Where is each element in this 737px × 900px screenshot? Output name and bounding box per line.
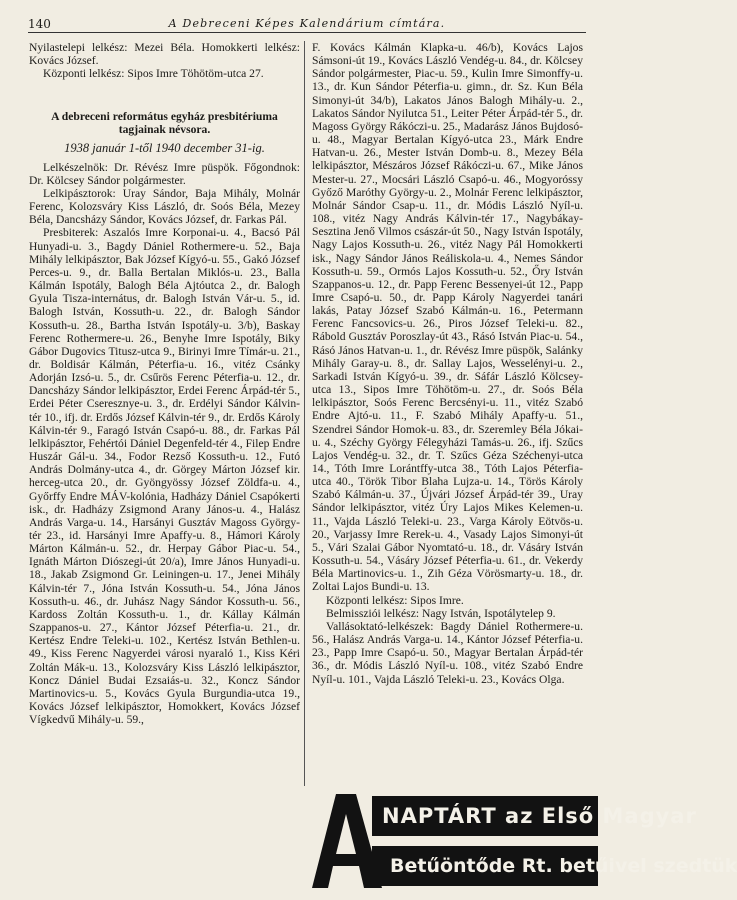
section-heading-cont: tagjainak névsora. bbox=[118, 123, 211, 137]
typefoundry-advertisement bbox=[312, 792, 737, 892]
page-number: 140 bbox=[28, 17, 51, 31]
mission-pastor-line: Belmissziói lelkész: Nagy István, Ispotálytelep 9. bbox=[326, 606, 556, 620]
section-dateline: 1938 január 1-től 1940 december 31-ig. bbox=[64, 141, 265, 156]
ad-line-1: NAPTÁRT az Első Magyar bbox=[372, 796, 598, 836]
ad-line-2: Betűöntőde Rt. betűivel szedtük bbox=[372, 846, 598, 886]
running-title: A Debreceni Képes Kalendárium címtára. bbox=[168, 17, 446, 30]
column-rule bbox=[304, 41, 305, 786]
nyilastelep-paragraph: Nyilastelepi lelkész: Mezei Béla. Homokkerti lelkész: Kovács József. bbox=[29, 41, 300, 68]
pastors-paragraph: Lelkipásztorok: Uray Sándor, Baja Mihály, Molnár Ferenc, Kolozsváry Kiss László, dr. Soós Béla, Mezey Béla, Dancsházy Sándor, Kovács József, dr. Farkas Pál. bbox=[29, 186, 300, 227]
presbyters-continued: F. Kovács Kálmán Klapka-u. 46/b), Kovács Lajos Sámsoni-út 19., Kovács László Vendég-u. 84., dr. Kölcsey Sándor polgármester, Piac-u. 59., Kulin Imre Simonffy-u. 13., dr. Kun Sándor Péterfia-u. gimn., dr. Sz. Kun Béla Simonyi-út 34/b), Lakatos János Balogh Mihály-u. 2., Lakatos Sándor Nyilutca 51., Leiter Péter Árpád-tér 5., dr. Magoss György Rákóczi-u. 25., Madarász János Bujdosó-u. 48., Magyar Bertalan Kígyó-utca 23., Márk Endre Hatvan-u. 26., Mester István Domb-u. 8., Mezey Béla lelkipásztor, Mészáros József Rákóczi-u. 67., Mike János Mester-u. 27., Mocsári László Csapó-u. 46., Mogyoróssy Győző Maróthy György-u. 2., Molnár Ferenc lelkipásztor, Molnár Sándor Csap-u. 11., dr. Módis László Nyíl-u. 108., vitéz Nagy András Kálvin-tér 17., Nagybákay-Sesztina Jenő Vilmos császár-út 50., Nagy István Ispotály, Nagy Lajos Kossuth-u. 26., vitéz Nagy Pál Homokkerti isk., Nagy Sándor János Reáliskola-u. 4., Nemes Sándor Kossuth-u. 59., Ormós Lajos Kossuth-u. 52., Őry István Szappanos-u. 12., dr. Papp Ferenc Bessenyei-út 12., Papp Imre Csapó-u. 50., dr. Papp Károly Nagyerdei tanári lakás, Patay József Szabó Kálmán-u. 16., Petermann Ferenc Fancsovics-u. 26., Piros József Teleki-u. 82., Rábold Gusztáv Poroszlay-út 43., Rásó István Piac-u. 54., Rásó János Hatvan-u. 1., dr. Révész Imre püspök, Salánky Mihály Garay-u. 8., dr. Sallay Lajos, Wesselényi-u. 2., Sarkadi István Kígyó-u. 39., dr. Sáfár László Kölcsey-utca 13., Sipos Imre Töhötöm-u. 27., dr. Soós Béla lelkipásztor, Soós Ferenc Bercsényi-u. 11., vitéz Szabó Endre Ajtó-u. 11., F. Szabó Mihály Apaffy-u. 51., Szendrei Sándor Homok-u. 83., dr. Szeremley Béla Jókai-u. 4., Széchy György Félegyházi Tamás-u. 26., ifj. Szűcs Lajos Vendég-u. 32., dr. T. Szűcs Géza Széchenyi-utca 14., Tóth Imre Lorántffy-utca 38., Tóth Lajos Péterfia-utca 40., Török Tibor Blaha Lujza-u. 14., Törös Károly Szabó Kálmán-u. 37., Újvári József Árpád-tér 39., Uray Sándor lelkipásztor, vitéz Úry Lajos Mikes Kelemen-u. 11., Vajda László Teleki-u. 23., Varga Károly Eötvös-u. 20., Varjassy Imre Rerek-u. 4., Vasady Lajos Simonyi-út 5., Vári Szalai Gábor Nyomtató-u. 18., dr. Vásáry István Kossuth-u. 54., Vásáry József Péterfia-u. 61., dr. Vekerdy Béla Martinovics-u. 1., Zih Géza Vörösmarty-u. 18., dr. Zoltai Lajos Bundi-u. 13. bbox=[312, 41, 583, 594]
right-column bbox=[312, 41, 583, 786]
presbyters-paragraph: Presbiterek: Aszalós Imre Korponai-u. 4., Bacsó Pál Hunyadi-u. 3., Bagdy Dániel Rothermere-u. 52., Baja Mihály lelkipásztor, Bak József Kígyó-u. 55., Gakó József Perces-u. 9., dr. Balla Bertalan Miklós-u. 23., Balla Kálmán Ispotály, Balogh Béla Ajtóutca 2., dr. Balogh Gyula Tisza-internátus, dr. Balogh István Vár-u. 5., id. Balogh István, Kossuth-u. 22., dr. Balogh Sándor Kossuth-u. 28., Bartha István Ispotály-u. 3/b), Baskay Ferenc Rothermere-u. 26., Benyhe Imre Ispotály, Biky Gábor Dugovics Titusz-utca 9., Birinyi Imre Tímár-u. 21., dr. Boldisár Kálmán, Péterfia-u. 16., vitéz Csánky Adorján Izsó-u. 5., dr. Csűrös Ferenc Péterfia-u. 12., dr. Dancsházy Sándor lelkipásztor, Erdei Ferenc Árpád-tér 5., Erdei Péter Cseresznye-u. 3., dr. Erdélyi Sándor Kálvin-tér 10., ifj. dr. Erdős József Kálvin-tér 9., dr. Erdős Károly Kálvin-tér 9., Faragó István Csapó-u. 88., dr. Farkas Pál lelkipásztor, Fehértói Dániel Degenfeld-tér 4., Filep Endre Huszár Gál-u. 34., Fodor Rezső Kossuth-u. 12., Futó András Dolmány-utca 4., dr. Görgey Márton József kir. herceg-utca 20., dr. Gyöngyössy József Zöldfa-u. 4., Győrffy Endre MÁV-kolónia, Hadházy Dániel Csapókerti isk., dr. Hadházy Zsigmond Arany János-u. 4., Halász András Varga-u. 14., Harsányi Gusztáv Magoss György-tér 23., id. Harsányi Imre Apaffy-u. 8., Hámori Károly Márton Kálmán-u. 52., dr. Herpay Gábor Piac-u. 54., Ignáth Márton Diószegi-út 20/a), Imre János Hunyadi-u. 18., Jakab Zsigmond Gr. Leiningen-u. 17., Jenei Mihály Kálvin-tér 7., Jóna István Kossuth-u. 54., Jóna János Kossuth-u. 46., dr. Juhász Nagy Sándor Kossuth-u. 56., Kardoss Zoltán Kossuth-u. 1., dr. Kállay Kálmán Szappanos-u. 27., Kántor József Péterfia-u. 21., dr. Kertész Endre Teleki-u. 102., Kertész István Bethlen-u. 49., Kiss Ferenc Nagyerdei városi nyaraló 1., Kiss Kéri Zoltán Mák-u. 13., Kolozsváry Kiss László lelkipásztor, Koncz Dániel Budai Ezsaiás-u. 32., Koncz Sándor Martinovics-u. 5., Kovács Gyula Burgundia-utca 19., Kovács József lelkipásztor, Homokkert, Kovács József Vígkedvű Mihály-u. 59., bbox=[29, 226, 300, 727]
teaching-pastors-paragraph: Vallásoktató-lelkészek: Bagdy Dániel Rothermere-u. 56., Halász András Varga-u. 14., Kántor József Péterfia-u. 23., Papp Imre Csapó-u. 50., Magyar Bertalan Árpád-tér 36., dr. Módis László Nyíl-u. 108., vitéz Szabó Endre Nyíl-u. 101., Vajda László Teleki-u. 23., Kovács Olga. bbox=[312, 619, 583, 686]
president-paragraph: Lelkészelnök: Dr. Révész Imre püspök. Főgondnok: Dr. Kölcsey Sándor polgármester. bbox=[29, 160, 300, 187]
central-pastor-line: Központi lelkész: Sipos Imre. bbox=[326, 593, 464, 607]
left-column bbox=[29, 41, 300, 837]
running-header bbox=[28, 16, 586, 33]
section-heading: A debreceni református egyház presbitériuma bbox=[51, 110, 278, 124]
central-pastor-paragraph: Központi lelkész: Sipos Imre Töhötöm-utca 27. bbox=[43, 67, 264, 81]
